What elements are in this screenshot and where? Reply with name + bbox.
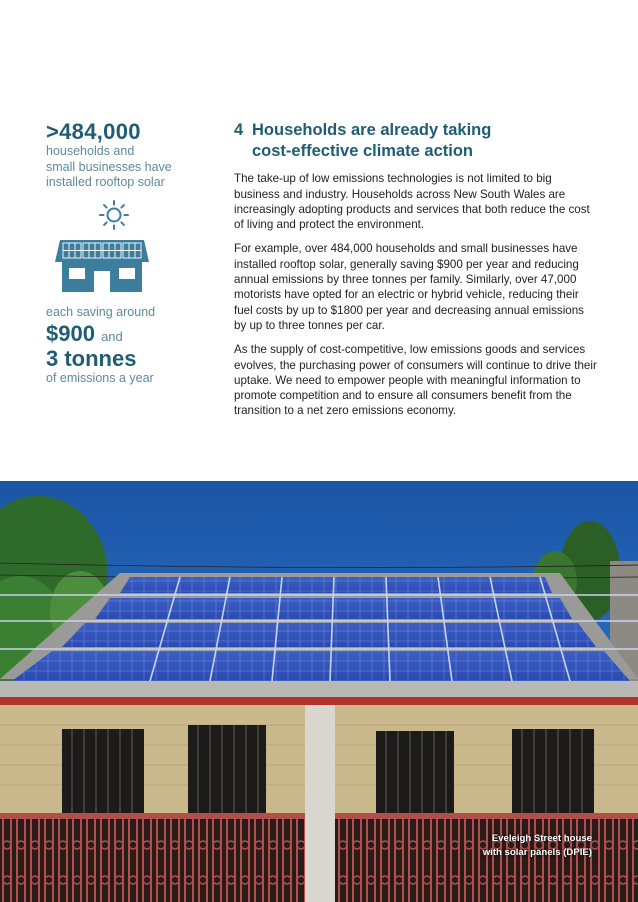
saving-and: and — [101, 328, 123, 344]
saving-tonnes: 3 tonnes — [46, 345, 137, 371]
stat-households-desc-3: installed rooftop solar — [46, 175, 165, 190]
section-title — [252, 120, 491, 161]
stat-households-number: >484,000 — [46, 119, 141, 144]
section-heading — [234, 120, 599, 161]
photo-caption-line1: Eveleigh Street house — [491, 833, 592, 845]
photo-caption-line2: with solar panels (DPIE) — [482, 847, 592, 859]
paragraph: As the supply of cost-competitive, low emissions goods and services evolves, the purchasing power of consumers will continue to drive their uptake. We need to empower people with meaningful information to promote competition and to ensure all consumers benefit from the transition to a net zero emissions economy. — [234, 343, 597, 418]
photo-caption — [483, 832, 592, 860]
section-title-line2: cost-effective climate action — [252, 141, 473, 160]
solar-house-icon — [55, 240, 149, 292]
stat-households-desc-1: households and — [46, 144, 135, 159]
saving-amount-line — [46, 321, 216, 346]
section-number: 4 — [234, 121, 244, 139]
saving-amount: $900 — [46, 320, 95, 346]
saving-tonnes-desc: of emissions a year — [46, 371, 154, 386]
stat-households-desc-2: small businesses have — [46, 159, 172, 174]
house-photo — [0, 481, 638, 902]
paragraph: For example, over 484,000 households and small businesses have installed rooftop solar, generally saving $900 per year and reducing annual emissions by three tonnes per family. Similarly, over 47,000 motorists have opted for an electric or hybrid vehicle, reducing their fuel costs by up to $1800 per year and decreasing annual emissions by up to three tonnes per car. — [234, 242, 584, 332]
section-title-line1: Households are already taking — [252, 121, 492, 139]
paragraph: The take-up of low emissions technologies is not limited to big business and industry. Households across New South Wales are increasingly adopting products and services that both reduce the cost of living and protect the environment. — [234, 172, 590, 232]
sidebar-saving — [46, 305, 216, 387]
sidebar-stats — [46, 120, 216, 191]
solar-house-illustration — [54, 198, 150, 294]
sun-icon — [100, 201, 128, 229]
section-body — [234, 120, 599, 419]
saving-label: each saving around — [46, 305, 156, 319]
